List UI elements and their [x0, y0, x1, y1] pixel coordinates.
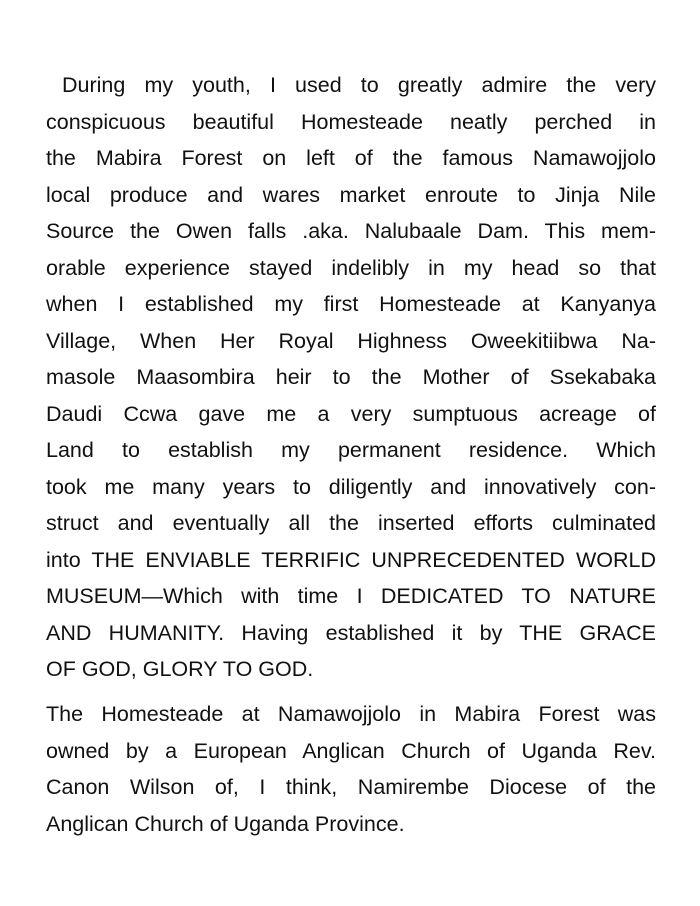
paragraph-museum-origin — [46, 67, 656, 688]
text-line: OF GOD, GLORY TO GOD. — [46, 657, 314, 681]
paragraph-homesteade-owner — [46, 696, 656, 842]
text-line: MUSEUM—Which with time I DEDICATED TO NATURE — [46, 584, 656, 608]
text-line: owned by a European Anglican Church of Uganda Rev. — [46, 738, 656, 763]
text-line: took me many years to diligently and innovatively con- — [46, 474, 656, 499]
text-line: conspicuous beautiful Homesteade neatly perched in — [46, 109, 656, 134]
text-line: Anglican Church of Uganda Province. — [46, 811, 405, 836]
text-line: Village, When Her Royal Highness Oweekitiibwa Na- — [46, 328, 656, 353]
text-line: Source the Owen falls .aka. Nalubaale Dam. This mem- — [46, 219, 656, 243]
text-line: into THE ENVIABLE TERRIFIC UNPRECEDENTED WORLD — [46, 547, 656, 572]
text-line: The Homesteade at Namawojjolo in Mabira Forest was — [46, 702, 656, 726]
text-line: masole Maasombira heir to the Mother of Ssekabaka — [46, 365, 656, 389]
text-line: During my youth, I used to greatly admire the very — [62, 73, 656, 97]
text-line: Canon Wilson of, I think, Namirembe Diocese of the — [46, 775, 656, 799]
text-line: AND HUMANITY. Having established it by THE GRACE — [46, 620, 656, 645]
text-line: Land to establish my permanent residence. Which — [46, 438, 656, 462]
text-line: struct and eventually all the inserted efforts culminated — [46, 511, 656, 535]
text-line: orable experience stayed indelibly in my head so that — [46, 255, 656, 280]
text-line: Daudi Ccwa gave me a very sumptuous acreage of — [46, 401, 656, 426]
text-line: the Mabira Forest on left of the famous Namawojjolo — [46, 146, 656, 170]
text-line: when I established my first Homesteade at Kanyanya — [46, 292, 656, 316]
text-line: local produce and wares market enroute to Jinja Nile — [46, 182, 656, 207]
